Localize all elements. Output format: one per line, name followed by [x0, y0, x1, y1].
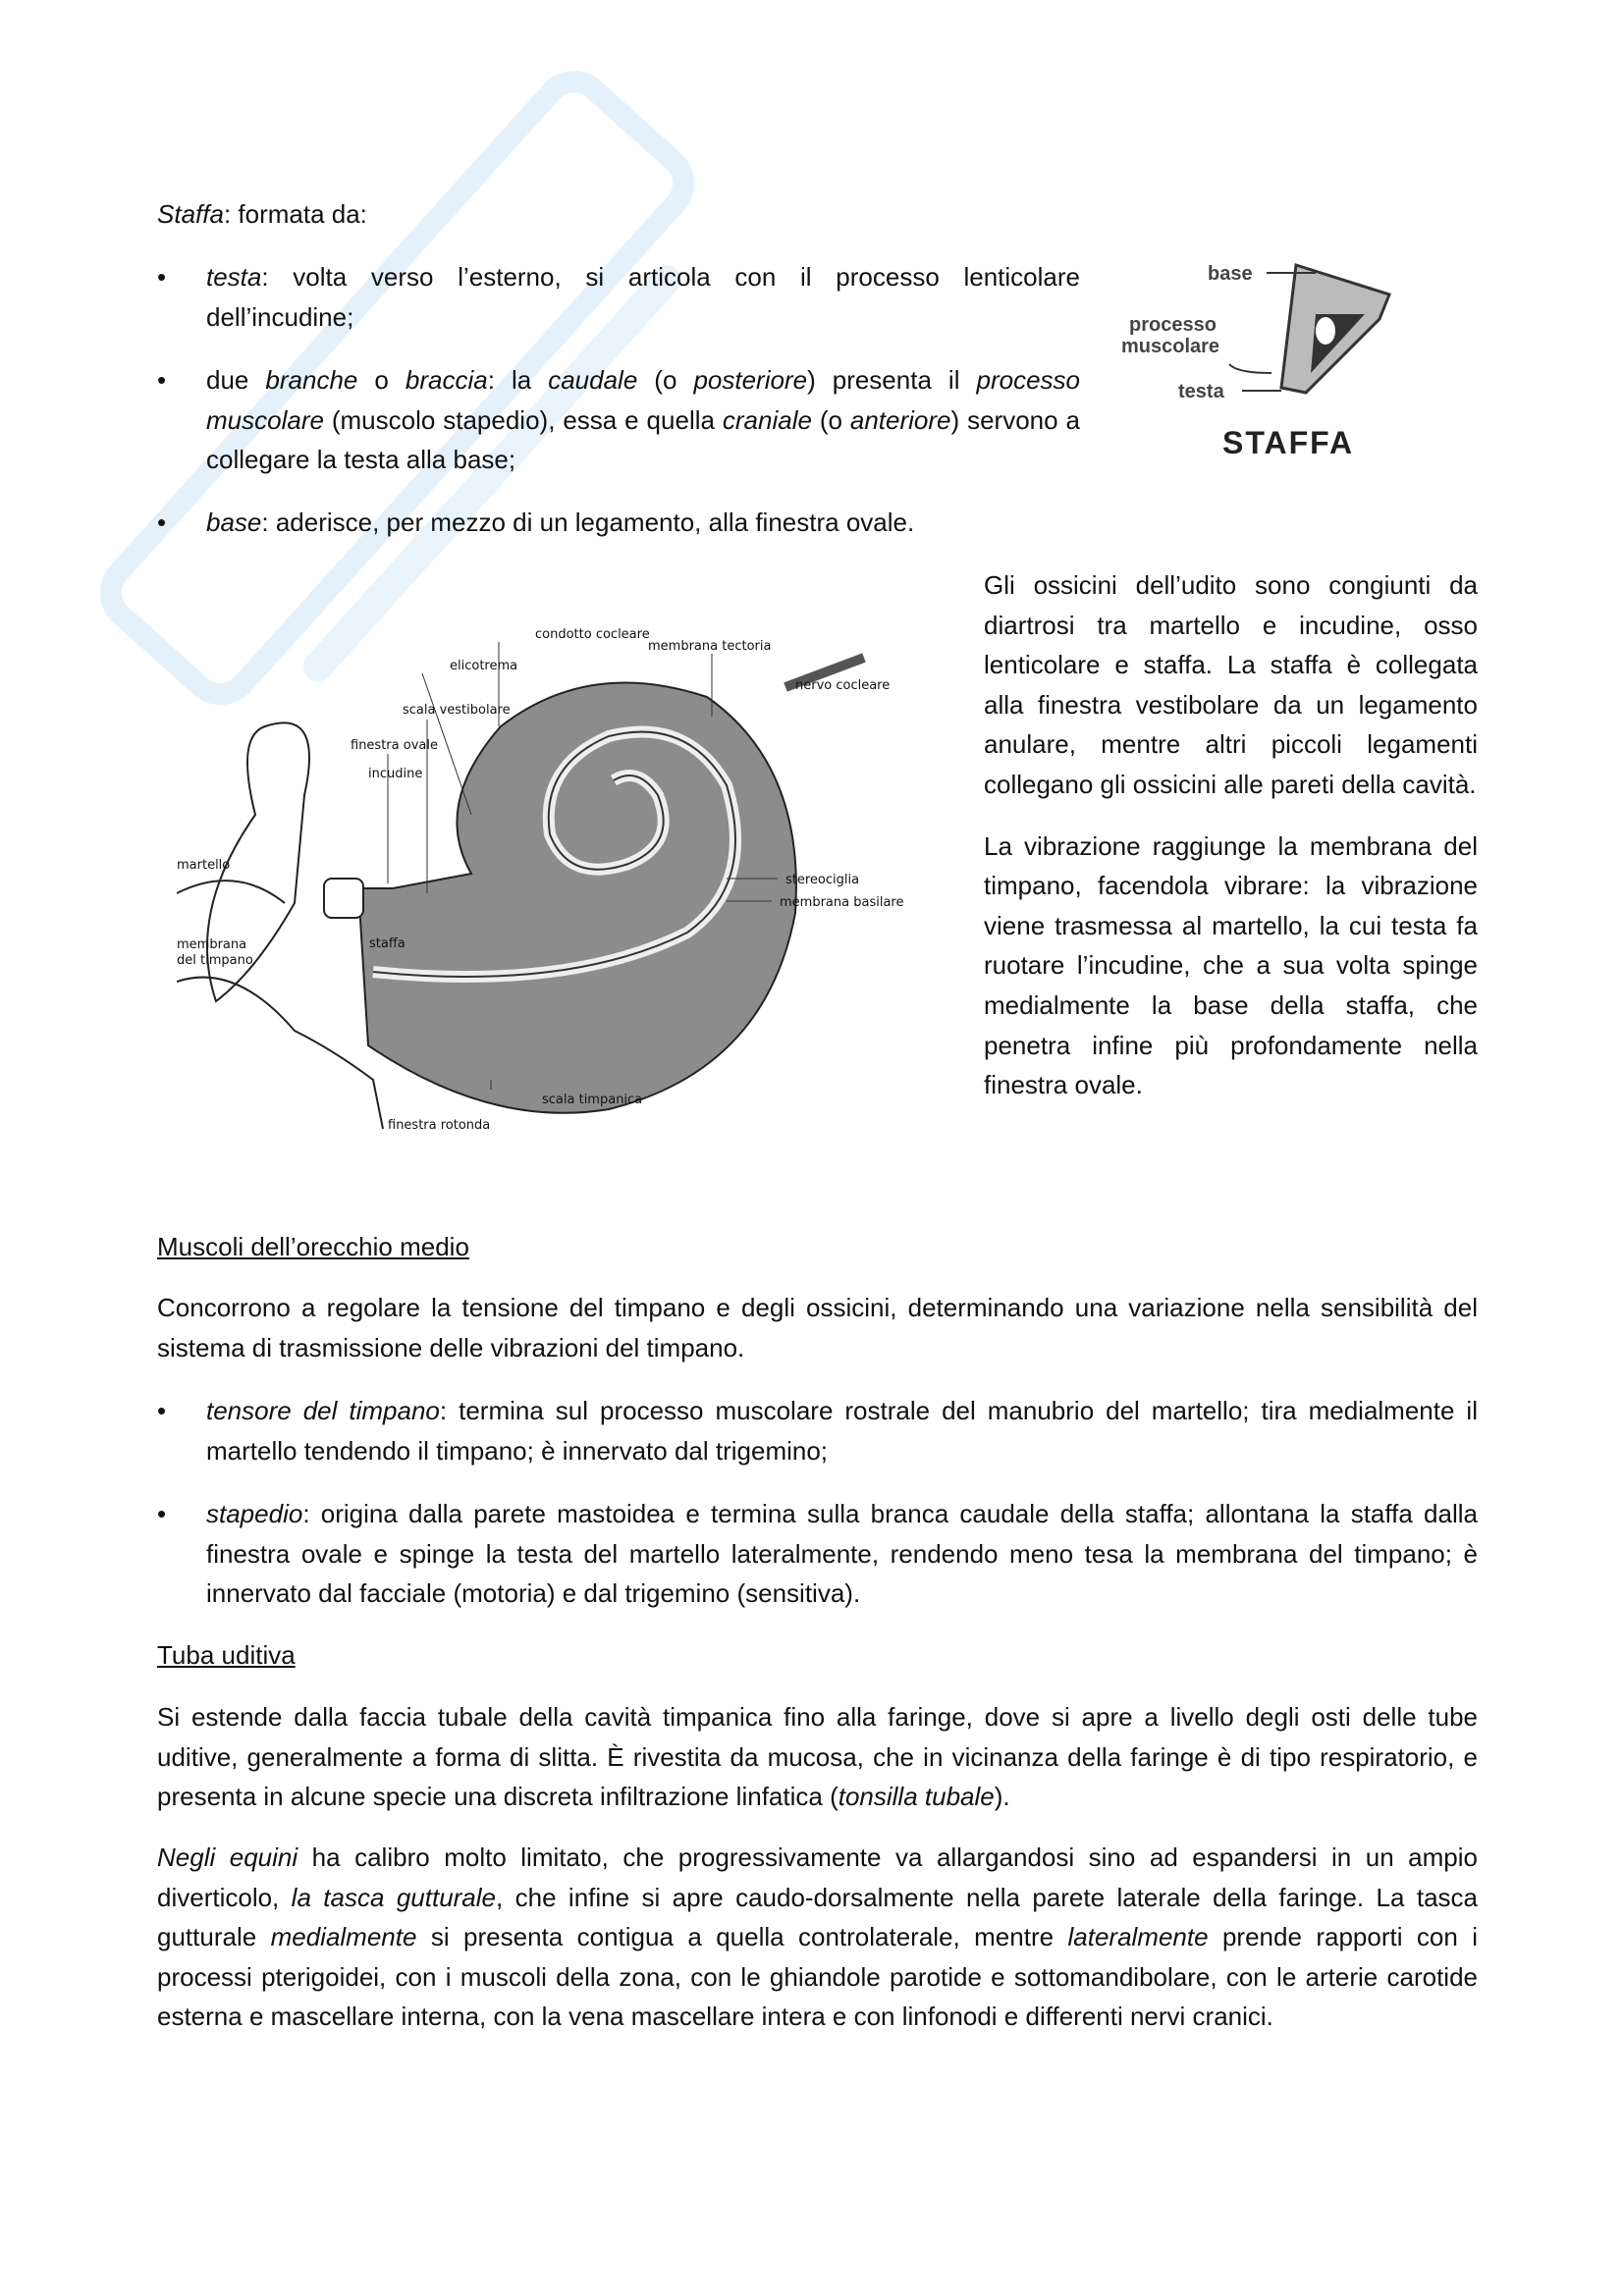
heading-em: Staffa [157, 199, 224, 229]
paragraph-ossicini: Gli ossicini dell’udito sono congiunti da diartrosi tra martello e incudine, osso lenticolare e staffa. La staffa è collegata alla finestra vestibolare da un legamento anulare, mentre altri piccoli legamenti collegano gli ossicini alle pareti della cavità. [984, 570, 1478, 799]
list-item: • due branche o braccia: la caudale (o posteriore) presenta il processo muscolare (muscolo stapedio), essa e quella craniale (o anteriore) servono a collegare la testa alla base; [157, 360, 1080, 480]
staffa-figure [1109, 240, 1463, 476]
label-condotto-cocleare: condotto cocleare [535, 627, 650, 642]
label-membrana: membrana [177, 937, 247, 952]
staffa-title: STAFFA [1222, 425, 1355, 460]
label-finestra-rotonda: finestra rotonda [388, 1118, 491, 1133]
label-staffa: staffa [369, 936, 406, 951]
section-heading-muscoli: Muscoli dell’orecchio medio [157, 1232, 469, 1261]
label-testa: testa [1178, 381, 1224, 402]
list-item [157, 503, 1080, 543]
label-processo: processo [1129, 314, 1217, 336]
label-incudine: incudine [368, 767, 423, 781]
definition: : volta verso l’esterno, si articola con il processo lenticolare dell’incudine; [206, 262, 1080, 332]
term: base [206, 507, 262, 537]
label-finestra-ovale: finestra ovale [351, 738, 438, 753]
label-muscolare: muscolare [1121, 336, 1220, 357]
right-column-text [984, 565, 1478, 1105]
section-heading-tuba: Tuba uditiva [157, 1640, 296, 1670]
list-item: • stapedio: origina dalla parete mastoidea e termina sulla branca caudale della staffa; allontana la staffa dalla finestra ovale e spinge la testa del martello lateralmente, rendendo meno tesa la membrana del timpano; è innervato dal facciale (motoria) e dal trigemino (sensitiva). [157, 1494, 1478, 1614]
term: testa [206, 262, 262, 292]
label-stereociglia: stereociglia [785, 873, 860, 887]
list-item: • tensore del timpano: termina sul processo muscolare rostrale del manubrio del martello; tira medialmente il martello tendendo il timpano; è innervato dal trigemino; [157, 1391, 1478, 1470]
bullet-dot: • [157, 507, 167, 537]
bullet-dot: • [157, 262, 167, 292]
label-scala-vestibolare: scala vestibolare [403, 703, 511, 718]
label-nervo-cocleare: nervo cocleare [795, 678, 891, 693]
label-del-timpano: del timpano [177, 953, 253, 968]
heading-rest: : formata da: [223, 199, 367, 229]
definition: : aderisce, per mezzo di un legamento, alla finestra ovale. [261, 507, 915, 537]
ear-cochlea-diagram [177, 618, 952, 1148]
paragraph-tuba-equini: Negli equini ha calibro molto limitato, che progressivamente va allargandosi sino ad espandersi in un ampio diverticolo, la tasca gutturale, che infine si apre caudo-dorsalmente nella parete laterale della faringe. La tasca gutturale medialmente si presenta contigua a quella controlaterale, mentre lateralmente prende rapporti con i processi pterigoidei, con i muscoli della zona, con le ghiandole parotide e sottomandibolare, con le arterie carotide esterna e mascellare interna, con la vena mascellare intera e con linfonodi e differenti nervi cranici. [157, 1842, 1478, 2032]
list-item [157, 257, 1080, 337]
paragraph-tuba-1: Si estende dalla faccia tubale della cavità timpanica fino alla faringe, dove si apre a livello degli osti delle tube uditive, generalmente a forma di slitta. È rivestita da mucosa, che in vicinanza della faringe è di tipo respiratorio, e presenta in alcune specie una discreta infiltrazione linfatica (tonsilla tubale). [157, 1702, 1478, 1812]
bullet-dot: • [157, 1499, 167, 1528]
label-elicotrema: elicotrema [450, 659, 518, 673]
staffa-heading [157, 194, 367, 235]
bullet-dot: • [157, 1396, 167, 1425]
label-martello: martello [177, 858, 231, 873]
label-scala-timpanica: scala timpanica [542, 1093, 643, 1107]
label-base: base [1208, 263, 1253, 285]
label-membrana-tectoria: membrana tectoria [648, 639, 772, 654]
label-membrana-basilare: membrana basilare [780, 895, 904, 910]
bullet-dot: • [157, 365, 167, 395]
paragraph-vibrazione: La vibrazione raggiunge la membrana del timpano, facendola vibrare: la vibrazione viene trasmessa al martello, la cui testa fa ruotare l’incudine, che a sua volta spinge medialmente la base della staffa, che penetra infine più profondamente nella finestra ovale. [984, 830, 1478, 1100]
paragraph-muscoli-intro: Concorrono a regolare la tensione del timpano e degli ossicini, determinando una variazione nella sensibilità del sistema di trasmissione delle vibrazioni del timpano. [157, 1293, 1478, 1362]
